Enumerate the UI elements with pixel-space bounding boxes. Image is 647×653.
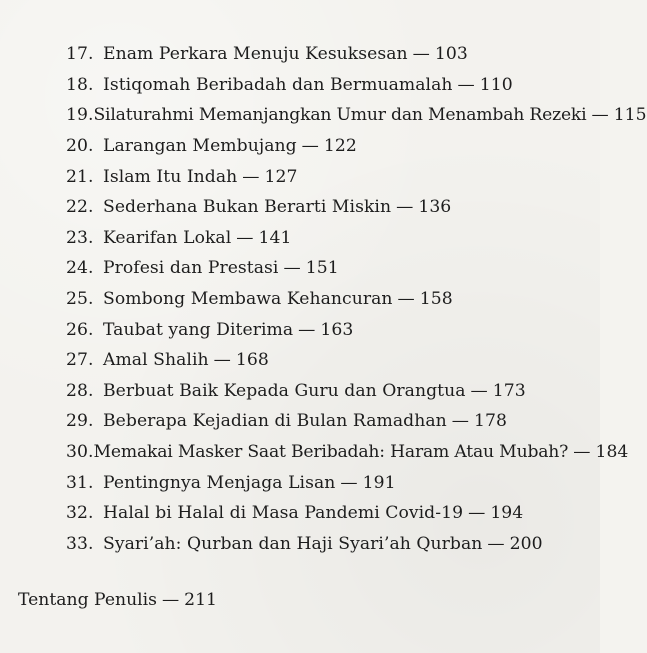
toc-entry — [66, 161, 586, 192]
toc-entry — [66, 131, 586, 162]
toc-entry — [66, 284, 586, 315]
toc-entry-title: Memakai Masker Saat Beribadah: Haram Atau Mubah? — [93, 442, 569, 463]
toc-entry-page: 158 — [419, 289, 453, 310]
toc-entry-title: Syari’ah: Qurban dan Haji Syari’ah Qurban — [103, 533, 483, 554]
toc-entry-number: 20. — [66, 136, 94, 157]
toc-separator: — — [487, 533, 505, 554]
about-author-title: Tentang Penulis — [18, 590, 157, 610]
toc-entry — [66, 223, 586, 254]
toc-entry-page: 103 — [434, 44, 468, 65]
toc-entry-number: 21. — [66, 166, 94, 187]
toc-entry-page: 163 — [320, 319, 354, 340]
toc-entry-title: Larangan Membujang — [103, 136, 297, 157]
toc-entry-number: 29. — [66, 411, 94, 432]
toc-entry-page: 115 — [613, 105, 647, 126]
toc-separator: — — [451, 411, 470, 432]
toc-entry — [66, 345, 586, 376]
about-author-page: 211 — [184, 590, 217, 610]
toc-entry-number: 22. — [66, 197, 94, 218]
toc-entry-title: Taubat yang Diterima — [103, 319, 294, 340]
toc-entry-number: 28. — [66, 380, 94, 401]
toc-entry-title: Beberapa Kejadian di Bulan Ramadhan — [103, 411, 447, 432]
toc-entry-title: Kearifan Lokal — [103, 227, 232, 248]
toc-entry-number: 17. — [66, 44, 94, 65]
about-author-entry — [18, 590, 217, 610]
toc-entry — [66, 467, 586, 498]
toc-entry-title: Silaturahmi Memanjangkan Umur dan Menambah Rezeki — [93, 105, 587, 126]
toc-entry — [66, 406, 586, 437]
toc-entry-page: 110 — [479, 74, 513, 95]
toc-entry — [66, 253, 586, 284]
table-of-contents — [66, 39, 647, 559]
toc-entry-title: Amal Shalih — [103, 350, 209, 371]
toc-entry-number: 33. — [66, 533, 94, 554]
toc-separator: — — [573, 442, 591, 463]
toc-entry-page: 184 — [595, 442, 629, 463]
toc-entry — [66, 70, 586, 101]
toc-entry — [66, 39, 586, 70]
toc-separator: — — [283, 258, 301, 279]
toc-entry-title: Istiqomah Beribadah dan Bermuamalah — [103, 74, 453, 95]
toc-separator: — — [468, 503, 486, 524]
toc-entry-number: 30. — [66, 442, 94, 463]
toc-entry-page: 178 — [474, 411, 507, 432]
toc-entry-number: 27. — [66, 350, 94, 371]
toc-separator: — — [457, 74, 475, 95]
toc-entry-page: 136 — [418, 197, 452, 218]
toc-entry-number: 31. — [66, 472, 94, 493]
about-author-separator: — — [161, 590, 180, 610]
toc-separator: — — [591, 105, 609, 126]
toc-entry-number: 25. — [66, 289, 94, 310]
toc-entry-page: 127 — [264, 166, 298, 187]
toc-entry-title: Enam Perkara Menuju Kesuksesan — [103, 44, 408, 65]
toc-entry — [66, 529, 586, 560]
toc-entry-number: 19. — [66, 105, 94, 126]
toc-entry-number: 26. — [66, 319, 94, 340]
toc-separator: — — [470, 380, 488, 401]
toc-separator: — — [242, 166, 260, 187]
toc-entry-title: Sombong Membawa Kehancuran — [103, 289, 393, 310]
toc-entry-title: Islam Itu Indah — [103, 166, 238, 187]
toc-entry-title: Halal bi Halal di Masa Pandemi Covid-19 — [103, 503, 464, 524]
toc-entry-page: 151 — [305, 258, 339, 279]
toc-entry-title: Berbuat Baik Kepada Guru dan Orangtua — [103, 380, 466, 401]
toc-entry — [66, 314, 586, 345]
toc-entry-page: 194 — [490, 503, 524, 524]
toc-separator: — — [396, 197, 414, 218]
toc-separator: — — [298, 319, 316, 340]
toc-entry-page: 200 — [509, 533, 543, 554]
toc-entry-page: 141 — [258, 227, 292, 248]
toc-separator: — — [412, 44, 430, 65]
toc-entry — [66, 192, 586, 223]
toc-separator: — — [301, 136, 319, 157]
toc-separator: — — [236, 227, 254, 248]
toc-entry — [66, 498, 586, 529]
toc-entry-title: Pentingnya Menjaga Lisan — [103, 472, 336, 493]
toc-entry — [66, 100, 647, 131]
toc-entry-number: 18. — [66, 74, 94, 95]
toc-entry-page: 173 — [492, 380, 526, 401]
toc-entry-number: 24. — [66, 258, 94, 279]
toc-entry-page: 122 — [323, 136, 357, 157]
toc-entry-number: 32. — [66, 503, 94, 524]
toc-entry-title: Sederhana Bukan Berarti Miskin — [103, 197, 392, 218]
toc-entry-title: Profesi dan Prestasi — [103, 258, 279, 279]
toc-entry-page: 168 — [235, 350, 269, 371]
toc-entry-page: 191 — [362, 472, 396, 493]
toc-separator: — — [213, 350, 231, 371]
toc-entry-number: 23. — [66, 227, 94, 248]
toc-separator: — — [397, 289, 415, 310]
toc-entry — [66, 437, 629, 468]
toc-separator: — — [340, 472, 358, 493]
toc-entry — [66, 376, 586, 407]
